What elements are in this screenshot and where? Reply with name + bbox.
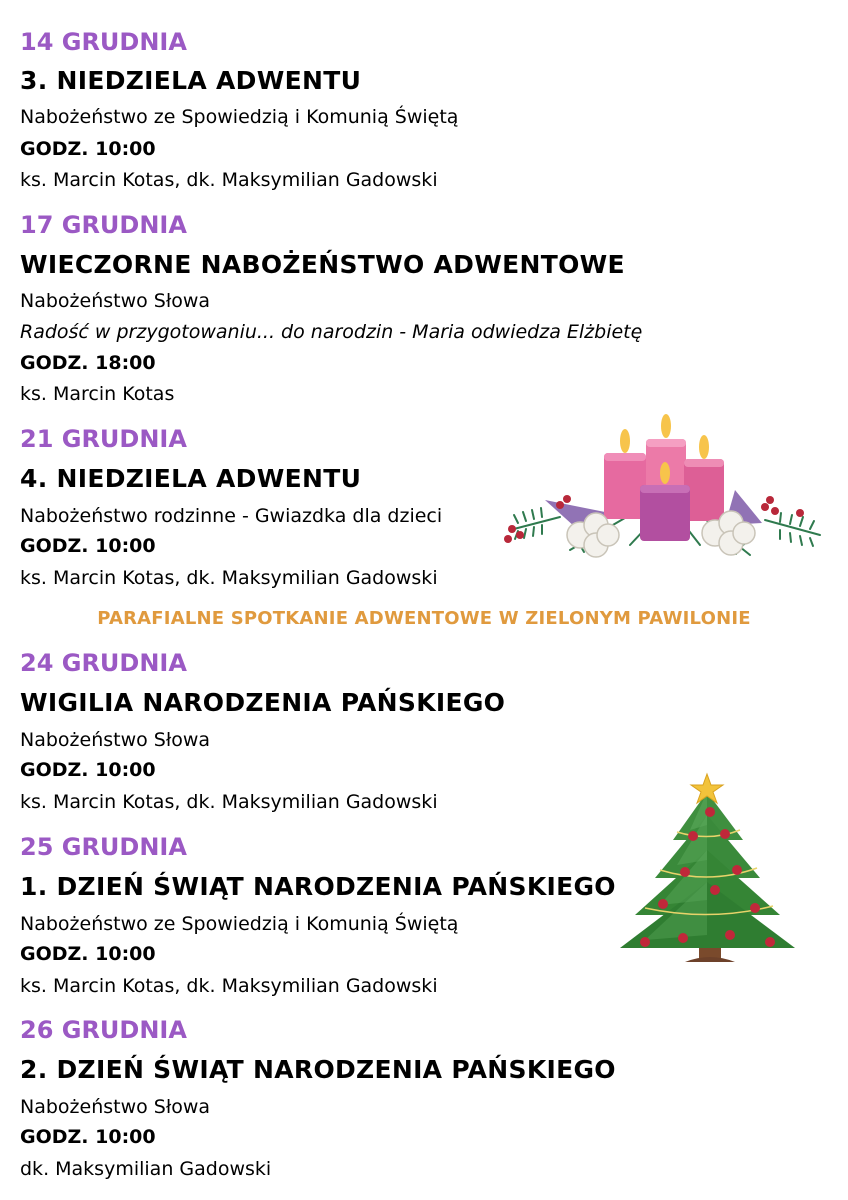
event-title: 2. DZIEŃ ŚWIĄT NARODZENIA PAŃSKIEGO xyxy=(20,1055,616,1084)
event-title: WIGILIA NARODZENIA PAŃSKIEGO xyxy=(20,688,506,717)
event-service: Nabożeństwo Słowa xyxy=(20,290,211,312)
event-time: GODZ. 10:00 xyxy=(20,1126,156,1148)
event-time: GODZ. 18:00 xyxy=(20,352,156,374)
event-clergy: dk. Maksymilian Gadowski xyxy=(20,1158,272,1180)
event-clergy: ks. Marcin Kotas, dk. Maksymilian Gadowski xyxy=(20,567,438,589)
event-time: GODZ. 10:00 xyxy=(20,759,156,781)
event-subtitle: Radość w przygotowaniu... do narodzin - Maria odwiedza Elżbietę xyxy=(20,321,643,343)
event-time: GODZ. 10:00 xyxy=(20,943,156,965)
event-clergy: ks. Marcin Kotas, dk. Maksymilian Gadowski xyxy=(20,791,438,813)
event-title: 3. NIEDZIELA ADWENTU xyxy=(20,66,362,95)
event-service: Nabożeństwo ze Spowiedzią i Komunią Świętą xyxy=(20,913,459,935)
event-service: Nabożeństwo Słowa xyxy=(20,1096,211,1118)
event-title: 4. NIEDZIELA ADWENTU xyxy=(20,464,362,493)
event-date: 25 GRUDNIA xyxy=(20,833,187,861)
event-clergy: ks. Marcin Kotas, dk. Maksymilian Gadowski xyxy=(20,169,438,191)
event-time: GODZ. 10:00 xyxy=(20,138,156,160)
event-date: 26 GRUDNIA xyxy=(20,1016,187,1044)
event-title: 1. DZIEŃ ŚWIĄT NARODZENIA PAŃSKIEGO xyxy=(20,872,616,901)
event-service: Nabożeństwo ze Spowiedzią i Komunią Świętą xyxy=(20,106,459,128)
event-clergy: ks. Marcin Kotas xyxy=(20,383,175,405)
event-service: Nabożeństwo Słowa xyxy=(20,729,211,751)
event-clergy: ks. Marcin Kotas, dk. Maksymilian Gadowski xyxy=(20,975,438,997)
event-date: 24 GRUDNIA xyxy=(20,649,187,677)
parish-meeting-notice: PARAFIALNE SPOTKANIE ADWENTOWE W ZIELONYM PAWILONIE xyxy=(97,608,751,629)
event-title: WIECZORNE NABOŻEŃSTWO ADWENTOWE xyxy=(20,250,625,279)
christmas-tree-icon xyxy=(615,770,800,970)
event-date: 14 GRUDNIA xyxy=(20,28,187,56)
advent-wreath-candles-icon xyxy=(500,405,830,580)
event-time: GODZ. 10:00 xyxy=(20,535,156,557)
event-date: 17 GRUDNIA xyxy=(20,211,187,239)
event-service: Nabożeństwo rodzinne - Gwiazdka dla dzieci xyxy=(20,505,443,527)
event-date: 21 GRUDNIA xyxy=(20,425,187,453)
